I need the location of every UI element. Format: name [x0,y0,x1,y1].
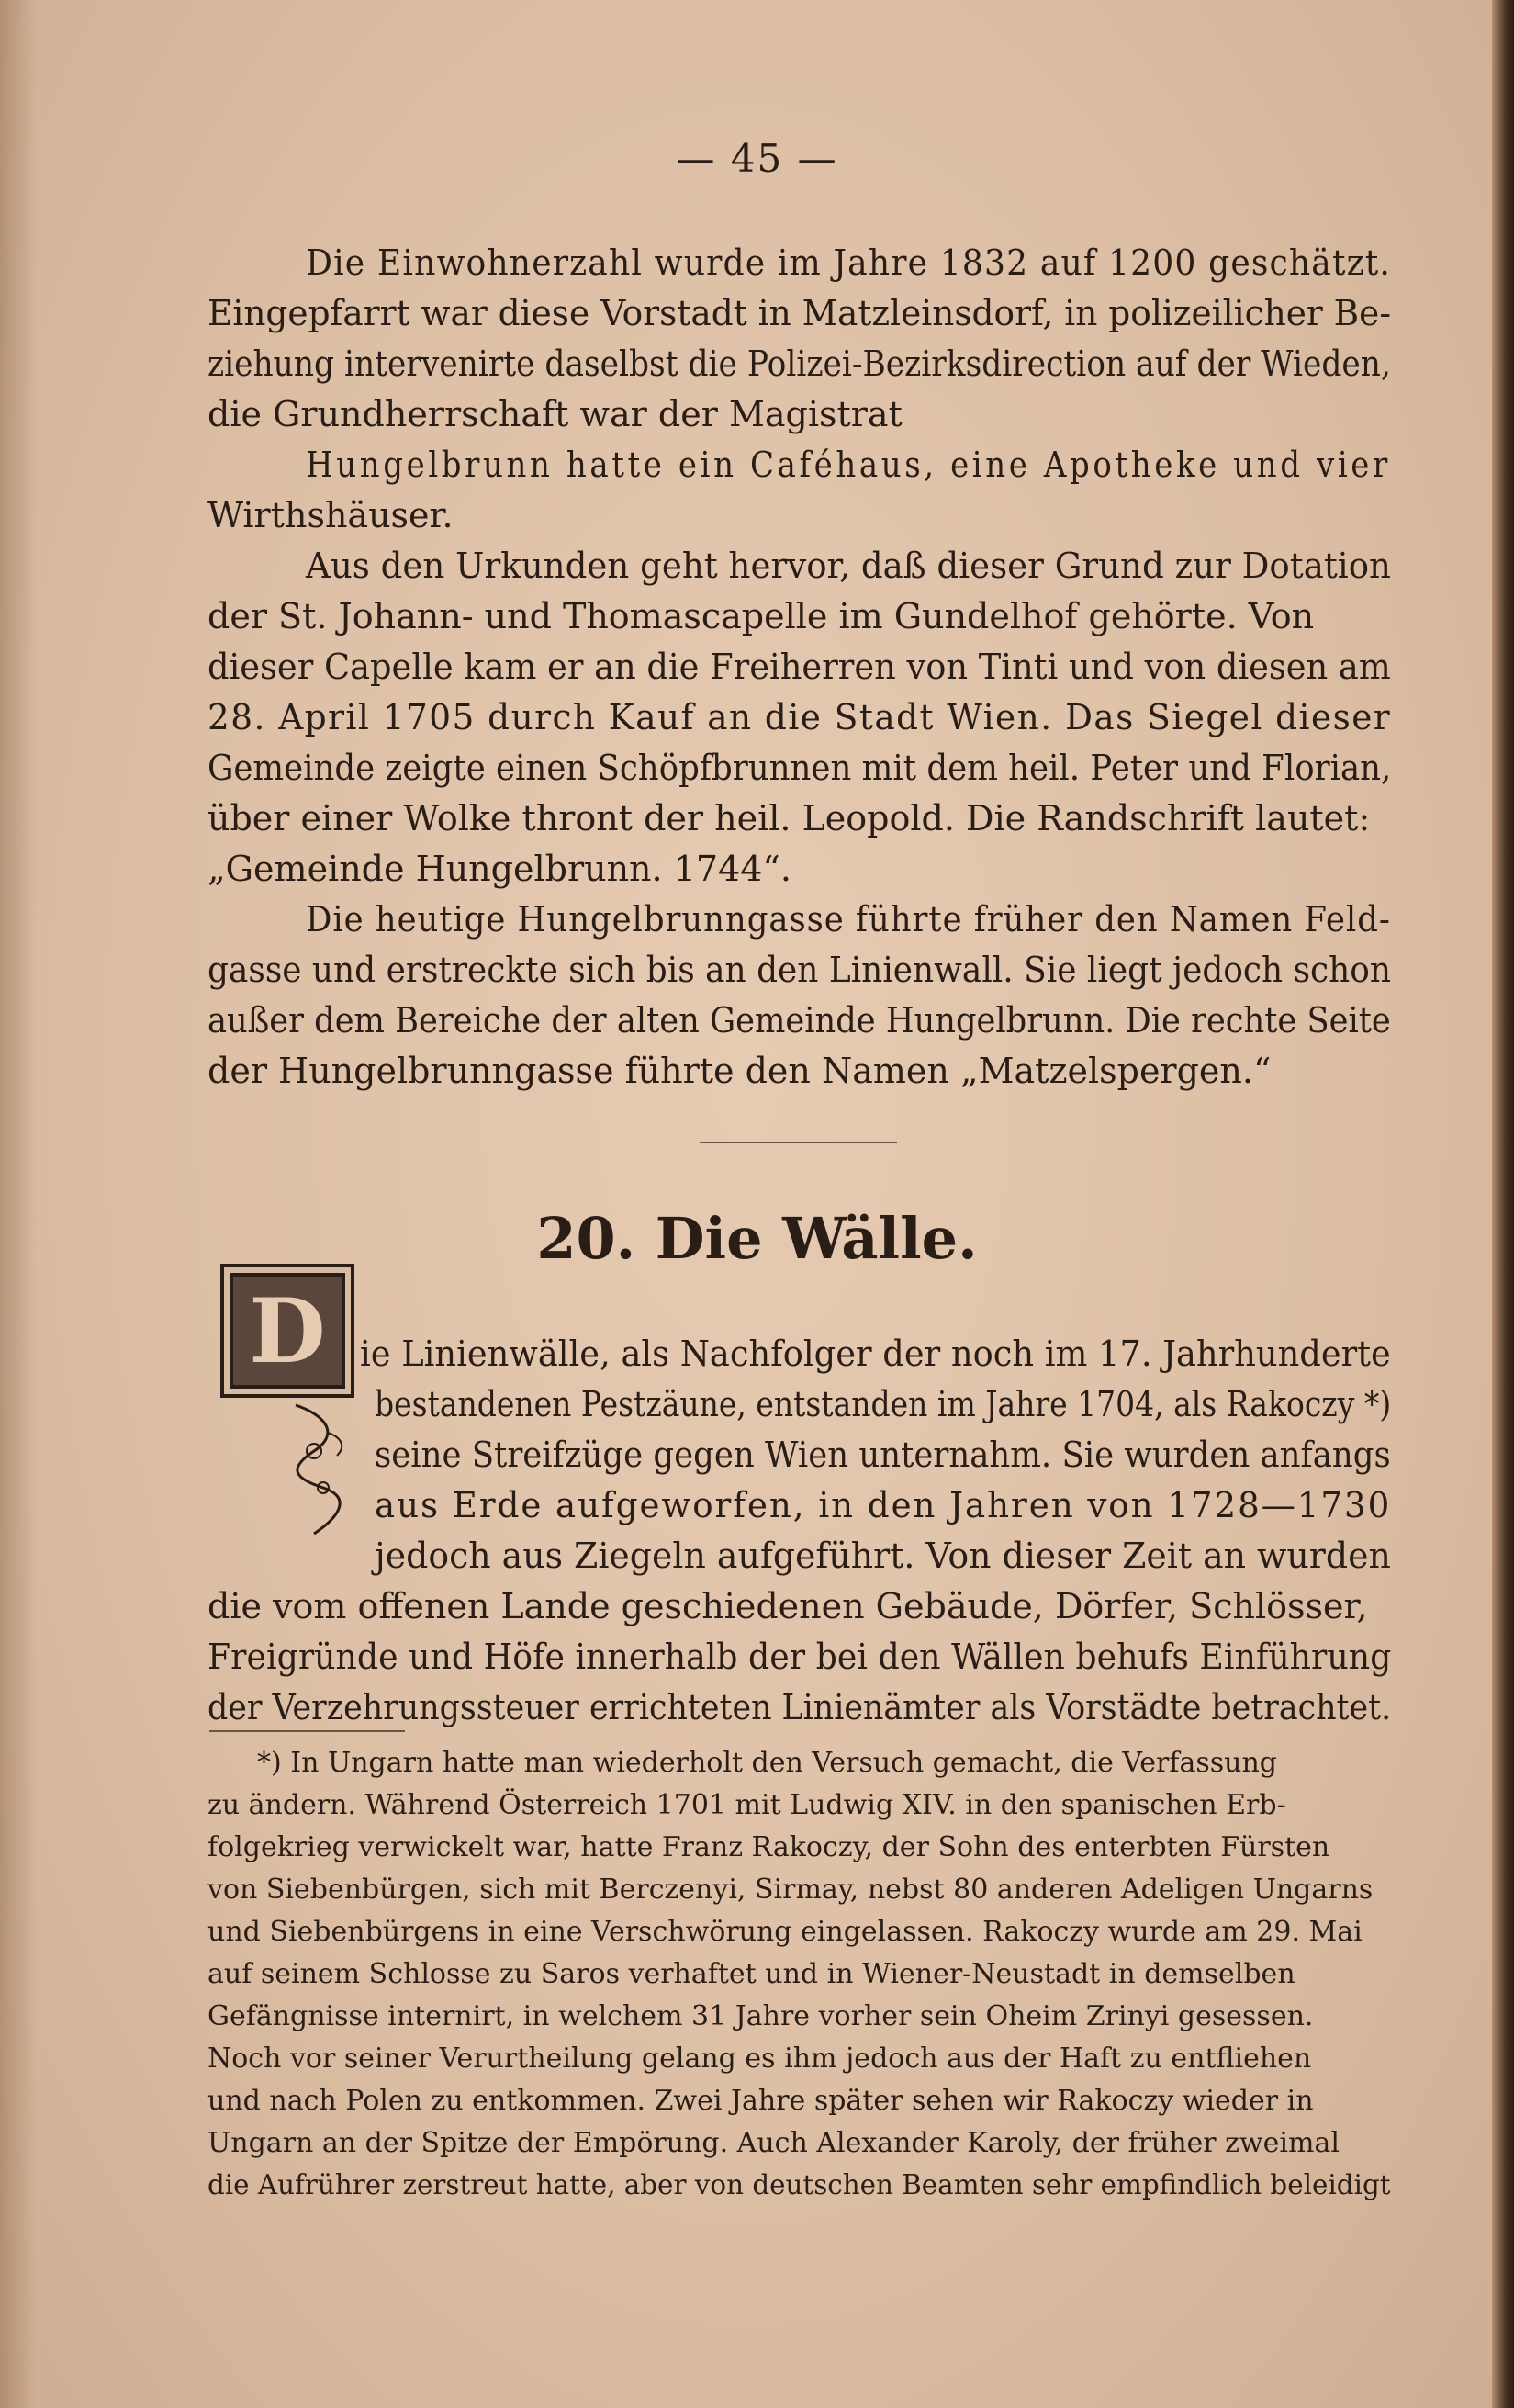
body-line: Die Einwohnerzahl wurde im Jahre 1832 auf 1200 geschätzt. [306,242,1392,283]
footnote-line: von Siebenbürgen, sich mit Berczenyi, Sirmay, nebst 80 anderen Adeligen Ungarns [207,1874,1374,1906]
body-line: Aus den Urkunden geht hervor, daß dieser Grund zur Dotation [306,546,1391,586]
body-line: gasse und erstreckte sich bis an den Linienwall. Sie liegt jedoch schon [207,950,1391,990]
footnote-line: die Aufrührer zerstreut hatte, aber von deutschen Beamten sehr empfindlich beleidigt [207,2169,1391,2201]
body-line: Eingepfarrt war diese Vorstadt in Matzleinsdorf, in polizeilicher Be- [207,293,1392,333]
footnote-line: und nach Polen zu entkommen. Zwei Jahre später sehen wir Rakoczy wieder in [207,2085,1314,2117]
body-line: Hungelbrunn hatte ein Caféhaus, eine Apotheke und vier [306,444,1391,485]
section-line: Freigründe und Höfe innerhalb der bei den Wällen behufs Einführung [207,1637,1392,1677]
body-line: die Grundherrschaft war der Magistrat [207,394,903,434]
body-line: „Gemeinde Hungelbrunn. 1744“. [207,849,791,889]
dropcap-ornament [220,1264,354,1398]
section-line: der Verzehrungssteuer errichteten Linienämter als Vorstädte betrachtet. [207,1687,1392,1727]
footnote-line: folgekrieg verwickelt war, hatte Franz Rakoczy, der Sohn des enterbten Fürsten [207,1831,1330,1863]
footnote-line: und Siebenbürgens in eine Verschwörung eingelassen. Rakoczy wurde am 29. Mai [207,1916,1363,1948]
book-edge-shadow [1492,0,1514,2408]
body-line: dieser Capelle kam er an die Freiherren von Tinti und von diesen am [207,647,1391,687]
body-line: ziehung intervenirte daselbst die Polizei-Bezirksdirection auf der Wieden, [207,343,1391,384]
footnote-line: auf seinem Schlosse zu Saros verhaftet und in Wiener-Neustadt in demselben [207,1958,1295,1990]
body-line: 28. April 1705 durch Kauf an die Stadt Wien. Das Siegel dieser [207,697,1392,737]
footnote-rule [209,1730,405,1732]
body-line: der Hungelbrunngasse führte den Namen „Matzelspergen.“ [207,1051,1272,1091]
section-line: aus Erde aufgeworfen, in den Jahren von 1728—1730 [375,1485,1392,1525]
section-line: ie Linienwälle, als Nachfolger der noch im 17. Jahrhunderte [360,1333,1391,1374]
dropcap-letter: D [249,1278,326,1383]
section-line: die vom offenen Lande geschiedenen Gebäude, Dörfer, Schlösser, [207,1586,1368,1626]
body-line: außer dem Bereiche der alten Gemeinde Hungelbrunn. Die rechte Seite [207,1000,1391,1041]
section-divider [700,1142,897,1143]
body-line: der St. Johann- und Thomascapelle im Gundelhof gehörte. Von [207,596,1315,636]
body-line: Die heutige Hungelbrunngasse führte früher den Namen Feld- [306,899,1391,940]
page-number: — 45 — [676,136,838,181]
section-line: seine Streifzüge gegen Wien unternahm. Sie wurden anfangs [375,1435,1391,1475]
footnote-line: Ungarn an der Spitze der Empörung. Auch Alexander Karoly, der früher zweimal [207,2127,1340,2159]
body-line: Wirthshäuser. [207,495,454,535]
body-line: Gemeinde zeigte einen Schöpfbrunnen mit dem heil. Peter und Florian, [207,748,1392,788]
section-line: bestandenen Pestzäune, entstanden im Jahre 1704, als Rakoczy *) [375,1384,1392,1424]
page-gutter-shadow [0,0,37,2408]
footnote-line: zu ändern. Während Österreich 1701 mit Ludwig XIV. in den spanischen Erb- [207,1789,1286,1821]
flourish-ornament [286,1396,360,1543]
body-line: über einer Wolke thront der heil. Leopold. Die Randschrift lautet: [207,798,1371,838]
footnote-line: Noch vor seiner Verurtheilung gelang es ihm jedoch aus der Haft zu entfliehen [207,2042,1312,2075]
section-line: jedoch aus Ziegeln aufgeführt. Von dieser Zeit an wurden [375,1536,1391,1576]
footnote-line: Gefängnisse internirt, in welchem 31 Jahre vorher sein Oheim Zrinyi gesessen. [207,2000,1314,2032]
section-heading: 20. Die Wälle. [536,1205,978,1272]
footnote-line: *) In Ungarn hatte man wiederholt den Versuch gemacht, die Verfassung [257,1747,1277,1779]
